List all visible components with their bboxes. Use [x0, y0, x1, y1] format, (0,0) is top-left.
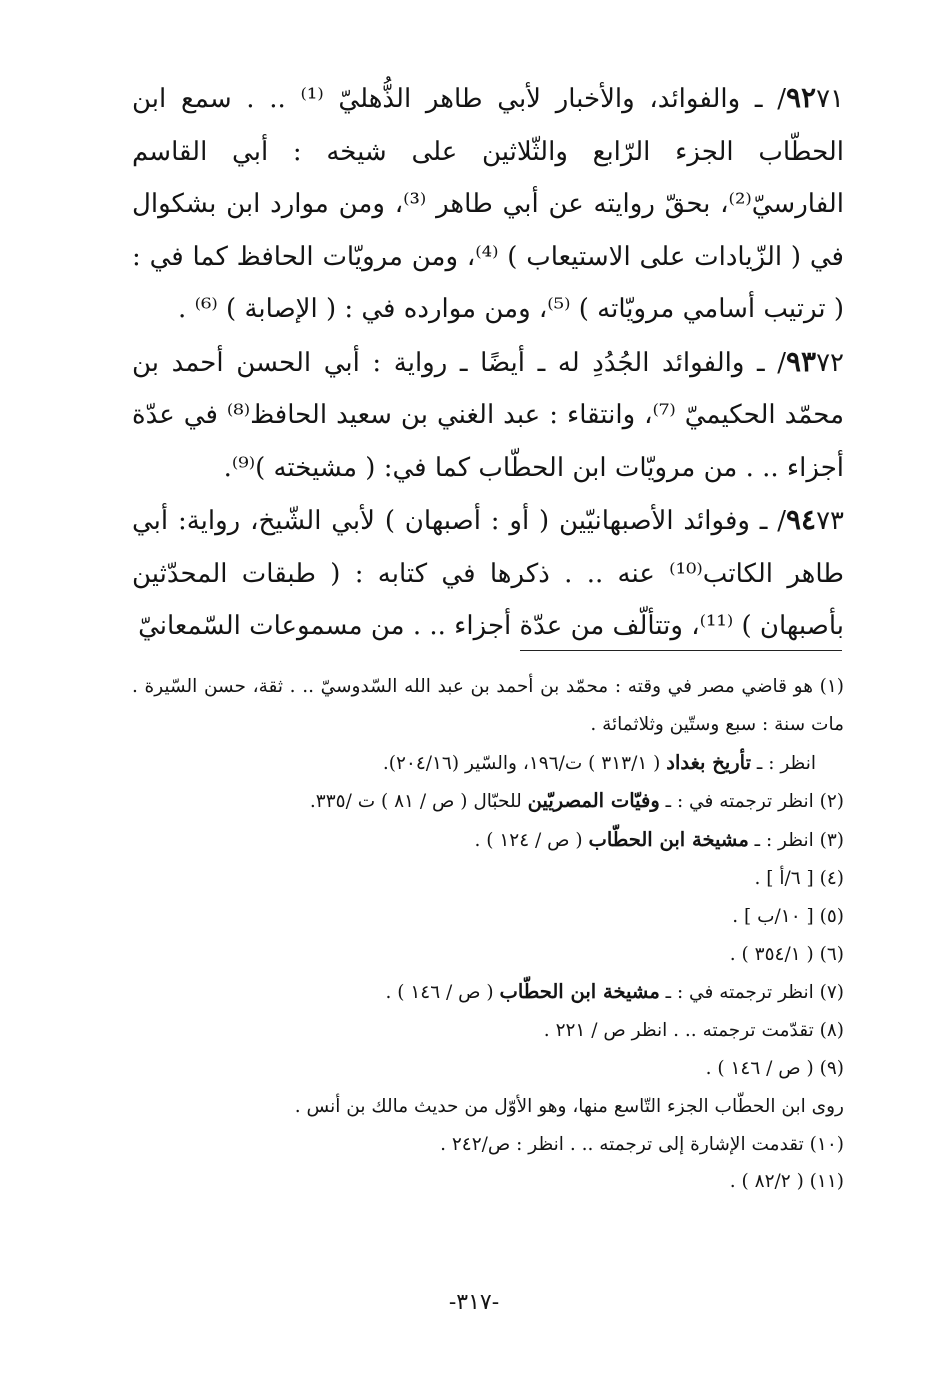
footnote-9: [132, 1050, 844, 1088]
footnote-text: ( ص / ١٤٦ ) .: [385, 982, 500, 1004]
footnote-text: (٨) تقدّمت ترجمته .. . انظر ص / ٢٢١ .: [543, 1020, 844, 1042]
footnote-text: (١١) ( ٨٢/٢ ) .: [729, 1171, 844, 1193]
footnote-text: (٥) [ ١٠/ب ] .: [732, 905, 844, 927]
footnote-text: ( ٣١٣/١ ) ت/١٩٦، والسّير (٢٠٤/١٦).: [382, 752, 667, 774]
footnotes: [132, 668, 844, 1201]
footnote-book-title: مشيخة ابن الحطّاب: [499, 980, 660, 1004]
footnote-text: (١٠) تقدمت الإشارة إلى ترجمته .. . انظر : ص/٢٤٢ .: [440, 1133, 844, 1155]
footnote-text: (٣) انظر : ـ: [748, 830, 844, 852]
entry-number: ٩٢: [785, 81, 817, 114]
footnote-text: ( ص / ١٢٤ ) .: [474, 830, 589, 852]
footnote-4: [132, 860, 844, 898]
entry-93: [132, 336, 844, 495]
footnote-text: روى ابن الحطّاب الجزء التّاسع منها، وهو الأوّل من حديث مالك بن أنس .: [294, 1095, 844, 1117]
page-number: -٣١٧-: [448, 1290, 500, 1315]
entry-92: [132, 72, 844, 336]
footnote-text: (٢) انظر ترجمته في : ـ: [659, 791, 844, 813]
footnote-text: (٩) ( ص / ١٤٦ ) .: [705, 1057, 844, 1079]
entry-number: ٩٣: [785, 344, 817, 378]
footnote-5: [132, 898, 844, 936]
footnote-text: (٧) انظر ترجمته في : ـ: [659, 982, 844, 1004]
footnote-text: انظر : ـ: [751, 752, 816, 774]
footnote-6: [132, 936, 844, 974]
main-text: [132, 72, 844, 653]
footnote-separator: [520, 650, 842, 651]
footnote-7: [132, 973, 844, 1012]
entry-94: [132, 494, 844, 653]
footnote-1: [132, 668, 844, 744]
footnote-1-ref: [132, 744, 844, 783]
footnote-text: (١) هو قاضي مصر في وقته : محمّد بن أحمد بن عبد الله السّدوسيّ .. . ثقة، حسن السّيرة . مات سنة : سبع وستّين وثلاثمائة .: [132, 676, 844, 735]
entry-text: ٧١/ ـ والفوائد، والأخبار لأبي طاهر الذُّهليّ ⁽¹⁾ .. . سمع ابن الحطّاب الجزء الرّابع والثّلاثين على شيخه : أبي القاسم الفارسيّ⁽²⁾، بحقّ روايته عن أبي طاهر ⁽³⁾، ومن موارد ابن بشكوال في ( الزّيادات على الاستيعاب ) ⁽⁴⁾، ومن مرويّات الحافظ كما في : ( ترتيب أسامي مرويّاته ) ⁽⁵⁾، ومن موارده في : ( الإصابة ) ⁽⁶⁾ .: [132, 84, 844, 324]
footnote-8: [132, 1012, 844, 1050]
entry-text: ٧٣/ ـ وفوائد الأصبهانيّين ( أو : أصبهان ) لأبي الشّيخ، رواية: أبي طاهر الكاتب⁽¹⁰⁾ عنه .. . ذكرها في كتابه : ( طبقات المحدّثين بأصبهان ) ⁽¹¹⁾، وتتألّف من عدّة أجزاء .. . من مسموعات السّمعانيّ: [132, 506, 844, 641]
entry-number: ٩٤: [785, 503, 817, 536]
entry-text: ٧٢/ ـ والفوائد الجُدُدِ له ـ أيضًا ـ رواية : أبي الحسن أحمد بن محمّد الحكيميّ ⁽⁷⁾، وانتقاء : عبد الغني بن سعيد الحافظ⁽⁸⁾ في عدّة أجزاء .. . من مرويّات ابن الحطّاب كما في: ( مشيخته )⁽⁹⁾.: [132, 347, 844, 483]
footnote-text: (٦) ( ٣٥٤/١ ) .: [729, 943, 844, 965]
footnote-3: [132, 821, 844, 860]
footnote-9-note: [132, 1088, 844, 1126]
footnote-book-title: تأريخ بغداد: [666, 750, 752, 774]
footnote-book-title: وفيّات المصريّين: [527, 789, 660, 813]
footnote-11: [132, 1163, 844, 1201]
footnote-2: [132, 782, 844, 821]
footnote-10: [132, 1126, 844, 1164]
footnote-text: للحبّال ( ص / ٨١ ) ت /٣٣٥.: [309, 791, 528, 813]
footnote-book-title: مشيخة ابن الحطّاب: [588, 828, 749, 852]
footnote-text: (٤) [ ٦/أ ] .: [754, 867, 844, 889]
